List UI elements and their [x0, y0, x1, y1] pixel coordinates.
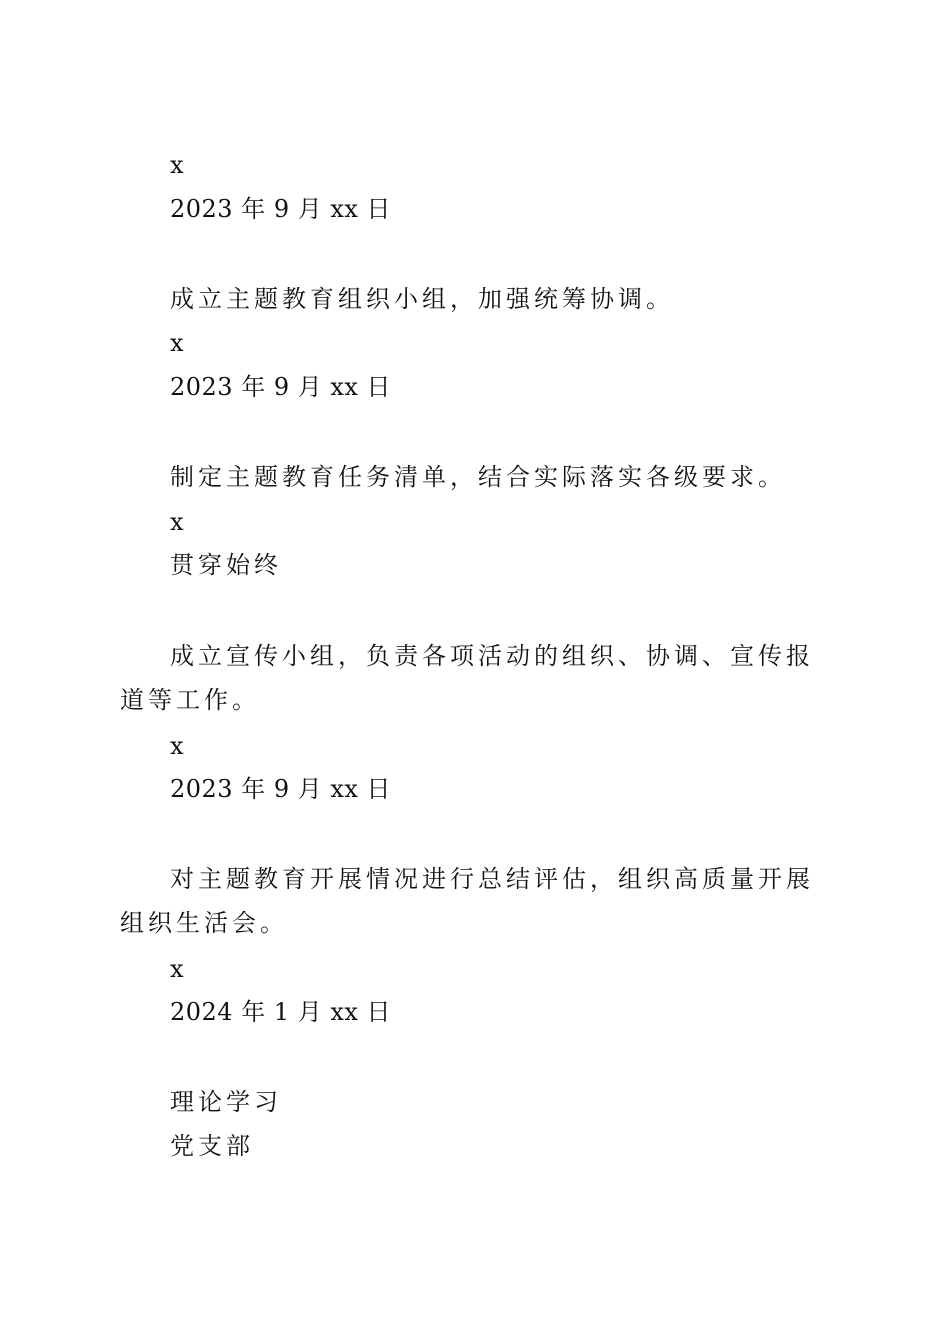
entry-5-owner: x: [170, 955, 185, 983]
entry-1-date: 2023 年 9 月 xx 日: [170, 195, 392, 223]
entry-5-date: 2024 年 1 月 xx 日: [170, 998, 392, 1026]
entry-2-date: 2023 年 9 月 xx 日: [170, 373, 392, 401]
entry-2-owner: x: [170, 329, 185, 357]
entry-5-task: 对主题教育开展情况进行总结评估，组织高质量开展组织生活会。: [120, 865, 814, 937]
entry-3-task: 制定主题教育任务清单，结合实际落实各级要求。: [170, 463, 786, 491]
entry-2-task: 成立主题教育组织小组，加强统筹协调。: [170, 285, 674, 313]
entry-4-date: 2023 年 9 月 xx 日: [170, 775, 392, 803]
entry-6-owner: 党支部: [170, 1132, 254, 1160]
entry-4-owner: x: [170, 732, 185, 760]
entry-4-task: 成立宣传小组，负责各项活动的组织、协调、宣传报道等工作。: [120, 642, 814, 714]
entry-1-owner: x: [170, 151, 185, 179]
entry-3-owner: x: [170, 508, 185, 536]
entry-3-date: 贯穿始终: [170, 551, 282, 579]
entry-6-task: 理论学习: [170, 1088, 282, 1116]
